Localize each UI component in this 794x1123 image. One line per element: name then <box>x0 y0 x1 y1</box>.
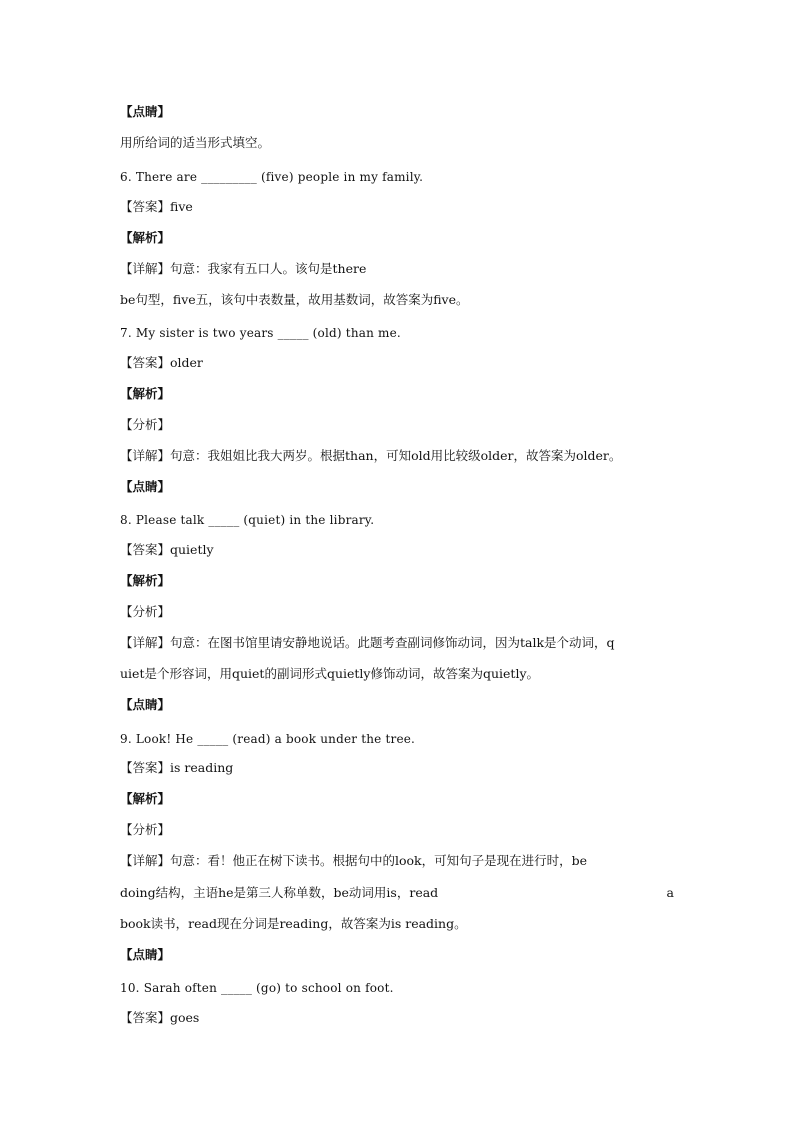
key-point-heading: 【点睛】 <box>120 479 171 494</box>
analysis-heading: 【解析】 <box>120 573 171 588</box>
breakdown-heading: 【分析】 <box>120 822 171 837</box>
answer-7: 【答案】older <box>120 355 203 370</box>
explanation-8-line-1: 【详解】句意：在图书馆里请安静地说话。此题考查副词修饰动词，因为talk是个动词，q <box>120 635 615 650</box>
section-heading: 【点睛】 <box>120 104 171 119</box>
explanation-9-line-3: book读书，read现在分词是reading，故答案为is reading。 <box>120 916 467 931</box>
explanation-6-line-2: be句型，five五，该句中表数量，故用基数词，故答案为five。 <box>120 292 469 307</box>
question-8: 8. Please talk _____ (quiet) in the library. <box>120 513 375 527</box>
answer-9: 【答案】is reading <box>120 760 234 775</box>
breakdown-heading: 【分析】 <box>120 604 171 619</box>
breakdown-heading: 【分析】 <box>120 417 171 432</box>
answer-6: 【答案】five <box>120 199 193 214</box>
instruction-text: 用所给词的适当形式填空。 <box>120 135 271 150</box>
analysis-heading: 【解析】 <box>120 791 171 806</box>
key-point-heading: 【点睛】 <box>120 697 171 712</box>
answer-8: 【答案】quietly <box>120 542 214 557</box>
question-6: 6. There are _________ (five) people in my family. <box>120 170 424 184</box>
explanation-6-line-1: 【详解】句意：我家有五口人。该句是there <box>120 261 367 276</box>
analysis-heading: 【解析】 <box>120 386 171 401</box>
question-10: 10. Sarah often _____ (go) to school on foot. <box>120 981 394 995</box>
explanation-7: 【详解】句意：我姐姐比我大两岁。根据than，可知old用比较级older，故答案为older。 <box>120 448 622 463</box>
question-9: 9. Look! He _____ (read) a book under the tree. <box>120 732 416 746</box>
answer-10: 【答案】goes <box>120 1010 200 1025</box>
explanation-9-line-2-end: a <box>666 885 674 900</box>
explanation-9-line-1: 【详解】句意：看！他正在树下读书。根据句中的look，可知句子是现在进行时，be <box>120 853 588 868</box>
explanation-9-line-2 <box>120 885 674 901</box>
analysis-heading: 【解析】 <box>120 230 171 245</box>
key-point-heading: 【点睛】 <box>120 947 171 962</box>
explanation-9-line-2-text: doing结构，主语he是第三人称单数，be动词用is，read <box>120 885 439 900</box>
question-7: 7. My sister is two years _____ (old) than me. <box>120 326 401 340</box>
explanation-8-line-2: uiet是个形容词，用quiet的副词形式quietly修饰动词，故答案为quietly。 <box>120 666 540 681</box>
